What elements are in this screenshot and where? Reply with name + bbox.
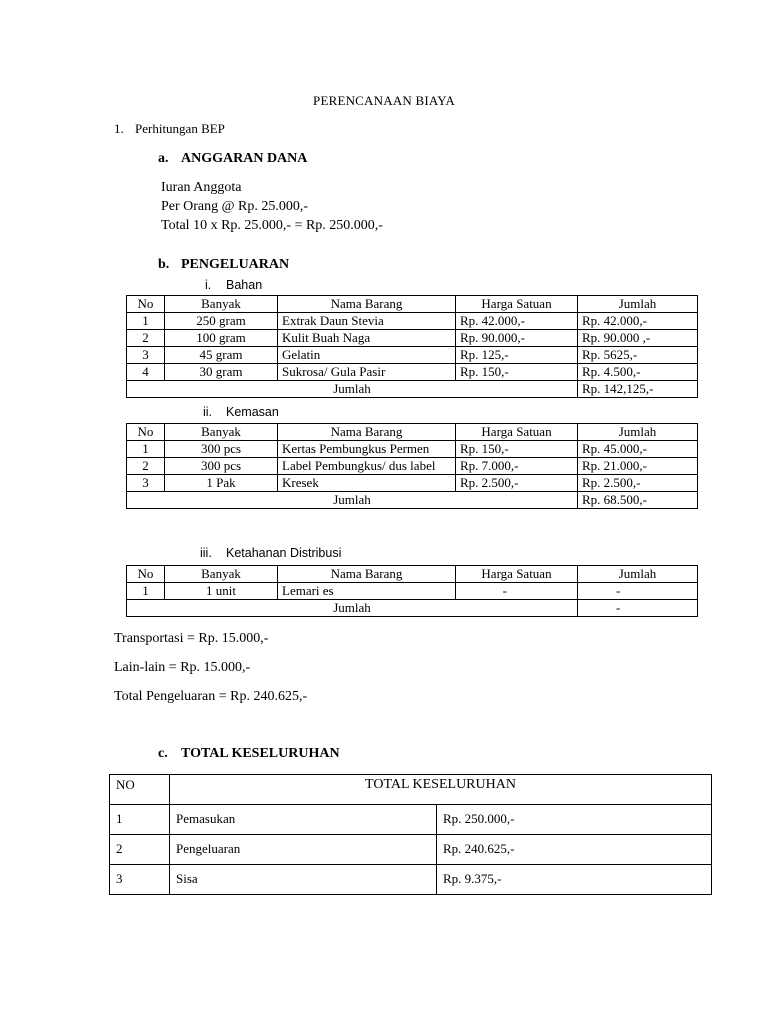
cell-jumlah: Rp. 90.000 ,- [578,330,698,347]
cell-jumlah: Rp. 2.500,- [578,475,698,492]
cell-nilai: Rp. 9.375,- [437,865,712,895]
header-cell: Harga Satuan [456,424,578,441]
table-header-row [127,566,698,583]
cell-nama-barang: Kertas Pembungkus Permen [278,441,456,458]
cell-harga-satuan: Rp. 90.000,- [456,330,578,347]
cell-no: 2 [110,835,170,865]
cell-banyak: 100 gram [165,330,278,347]
subheading-kemasan: Kemasan [226,405,279,419]
cell-harga-satuan: Rp. 2.500,- [456,475,578,492]
header-no: NO [110,775,170,805]
table-total-row [127,381,698,398]
header-cell: No [127,566,165,583]
heading-a-letter: a. [158,151,169,166]
total-label: Jumlah [127,492,578,509]
cell-no: 3 [127,475,165,492]
anggaran-line: Total 10 x Rp. 25.000,- = Rp. 250.000,- [161,218,383,233]
cell-no: 1 [127,583,165,600]
table-row [110,835,712,865]
cell-jumlah: Rp. 21.000,- [578,458,698,475]
table-header-row [127,296,698,313]
table-header-row [127,424,698,441]
table-row [127,330,698,347]
cell-harga-satuan: Rp. 150,- [456,441,578,458]
cell-banyak: 1 Pak [165,475,278,492]
header-cell: Jumlah [578,424,698,441]
cell-jumlah: Rp. 4.500,- [578,364,698,381]
heading-c-letter: c. [158,746,168,761]
header-cell: Banyak [165,296,278,313]
cell-banyak: 250 gram [165,313,278,330]
header-total-keseluruhan: TOTAL KESELURUHAN [170,775,712,805]
table-row [127,347,698,364]
cell-jumlah: Rp. 42.000,- [578,313,698,330]
total-value: - [578,600,698,617]
cell-harga-satuan: - [456,583,578,600]
cell-keterangan: Sisa [170,865,437,895]
page-title: PERENCANAAN BIAYA [313,93,455,108]
header-cell: Banyak [165,566,278,583]
table-total-row [127,492,698,509]
section-number: 1. [114,121,124,136]
cell-harga-satuan: Rp. 7.000,- [456,458,578,475]
table-row [127,441,698,458]
cell-jumlah: Rp. 5625,- [578,347,698,364]
subheading-distribusi: Ketahanan Distribusi [226,546,342,560]
table-row [127,475,698,492]
cell-nama-barang: Sukrosa/ Gula Pasir [278,364,456,381]
header-cell: Nama Barang [278,296,456,313]
table-kemasan [126,423,698,509]
cell-no: 3 [110,865,170,895]
summary-lain-lain: Lain-lain = Rp. 15.000,- [114,660,251,675]
subheading-bahan-num: i. [205,278,212,292]
header-cell: No [127,296,165,313]
cell-keterangan: Pemasukan [170,805,437,835]
cell-harga-satuan: Rp. 150,- [456,364,578,381]
table-row [110,865,712,895]
table-row [127,583,698,600]
table-distribusi [126,565,698,617]
table-row [127,313,698,330]
subheading-bahan: Bahan [226,278,263,292]
cell-jumlah: Rp. 45.000,- [578,441,698,458]
cell-nama-barang: Kulit Buah Naga [278,330,456,347]
subheading-distribusi-num: iii. [200,546,212,560]
cell-nilai: Rp. 250.000,- [437,805,712,835]
cell-no: 2 [127,330,165,347]
cell-no: 3 [127,347,165,364]
table-total-keseluruhan [109,774,712,895]
cell-harga-satuan: Rp. 125,- [456,347,578,364]
table-bahan [126,295,698,398]
header-cell: No [127,424,165,441]
cell-banyak: 45 gram [165,347,278,364]
cell-banyak: 300 pcs [165,441,278,458]
cell-nama-barang: Lemari es [278,583,456,600]
anggaran-line: Iuran Anggota [161,180,242,195]
cell-no: 2 [127,458,165,475]
total-label: Jumlah [127,381,578,398]
table-row [127,458,698,475]
total-value: Rp. 68.500,- [578,492,698,509]
cell-nama-barang: Extrak Daun Stevia [278,313,456,330]
anggaran-line: Per Orang @ Rp. 25.000,- [161,199,309,214]
cell-nilai: Rp. 240.625,- [437,835,712,865]
subheading-kemasan-num: ii. [203,405,213,419]
summary-total-pengeluaran: Total Pengeluaran = Rp. 240.625,- [114,689,308,704]
header-cell: Harga Satuan [456,296,578,313]
table-total-row [127,600,698,617]
table-row [127,364,698,381]
cell-no: 1 [110,805,170,835]
cell-nama-barang: Gelatin [278,347,456,364]
total-label: Jumlah [127,600,578,617]
summary-transportasi: Transportasi = Rp. 15.000,- [114,631,269,646]
header-cell: Nama Barang [278,424,456,441]
cell-nama-barang: Kresek [278,475,456,492]
cell-no: 1 [127,313,165,330]
cell-jumlah: - [578,583,698,600]
header-cell: Banyak [165,424,278,441]
heading-anggaran-dana: ANGGARAN DANA [181,151,308,166]
header-cell: Jumlah [578,566,698,583]
cell-keterangan: Pengeluaran [170,835,437,865]
cell-banyak: 300 pcs [165,458,278,475]
cell-no: 1 [127,441,165,458]
header-cell: Harga Satuan [456,566,578,583]
heading-pengeluaran: PENGELUARAN [181,257,290,272]
heading-total-keseluruhan: TOTAL KESELURUHAN [181,746,340,761]
cell-nama-barang: Label Pembungkus/ dus label [278,458,456,475]
total-value: Rp. 142,125,- [578,381,698,398]
table-header-row [110,775,712,805]
cell-harga-satuan: Rp. 42.000,- [456,313,578,330]
cell-no: 4 [127,364,165,381]
heading-b-letter: b. [158,257,170,272]
cell-banyak: 1 unit [165,583,278,600]
header-cell: Nama Barang [278,566,456,583]
table-row [110,805,712,835]
header-cell: Jumlah [578,296,698,313]
section-label: Perhitungan BEP [135,121,225,136]
cell-banyak: 30 gram [165,364,278,381]
